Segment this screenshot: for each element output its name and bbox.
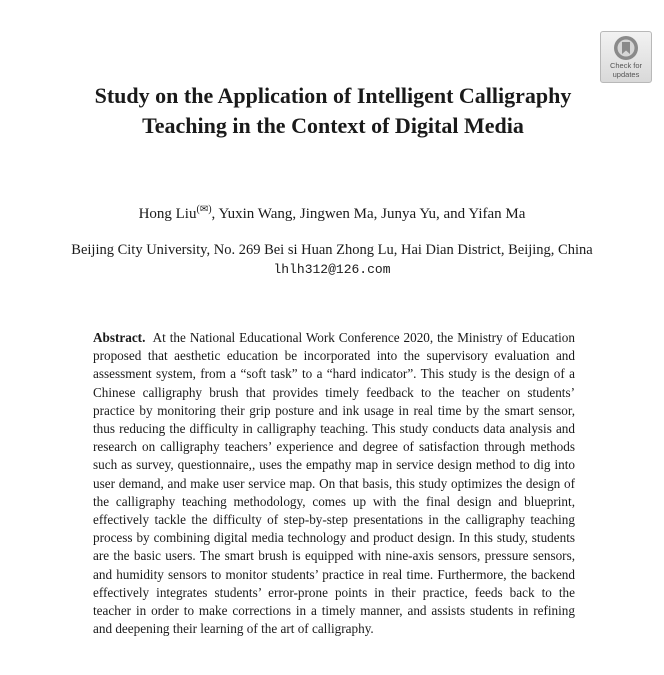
abstract [93, 329, 575, 638]
badge-line-1: Check for [609, 61, 643, 70]
corresponding-author: Hong Liu [138, 206, 197, 222]
badge-line-2: updates [612, 70, 640, 79]
paper-title: Study on the Application of Intelligent Calligraphy Teaching in the Context of Digital Media [94, 83, 572, 138]
abstract-text: At the National Educational Work Conference 2020, the Ministry of Education proposed that aesthetic education be incorporated into the supervisory evaluation and assessment system, from a “soft task” to a “hard indicator”. This study is the design of a Chinese calligraphy brush that provides timely feedback to the teacher on students’ practice by monitoring their grip posture and ink usage in real time by the smart sensor, thus reducing the difficulty in calligraphy teaching. This study conducts data analysis and research on calligraphy teachers’ experience and degree of satisfaction through methods such as survey, questionnaire,, uses the empathy map in service design method to dig into user demand, and make user service map. On that basis, this study optimizes the design of the calligraphy teaching methodology, comes up with the final design and blueprint, effectively tackle the difficulty of step-by-step presentations in the calligraphy teaching process by combining digital media technology and product design. In this study, students are the basic users. The smart brush is equipped with nine-axis sensors, pressure sensors, and humidity sensors to monitor students’ practice in real time. Furthermore, the backend effectively integrates students’ error-prone points in their practice, feeds back to the teacher in order to make corrections in a timely manner, and assists students in refining and deepening their learning of the art of calligraphy. [93, 330, 575, 637]
coauthors: , Yuxin Wang, Jingwen Ma, Junya Yu, and Yifan Ma [211, 206, 526, 222]
author-list [0, 204, 664, 224]
email-address: lhlh312@126.com [273, 262, 391, 277]
affiliation: Beijing City University, No. 269 Bei si Huan Zhong Lu, Hai Dian District, Beijing, China [71, 242, 593, 258]
bookmark-check-icon [613, 35, 639, 61]
check-for-updates-badge[interactable] [600, 31, 652, 83]
abstract-label: Abstract. [93, 330, 146, 345]
envelope-icon: (✉) [196, 204, 212, 215]
